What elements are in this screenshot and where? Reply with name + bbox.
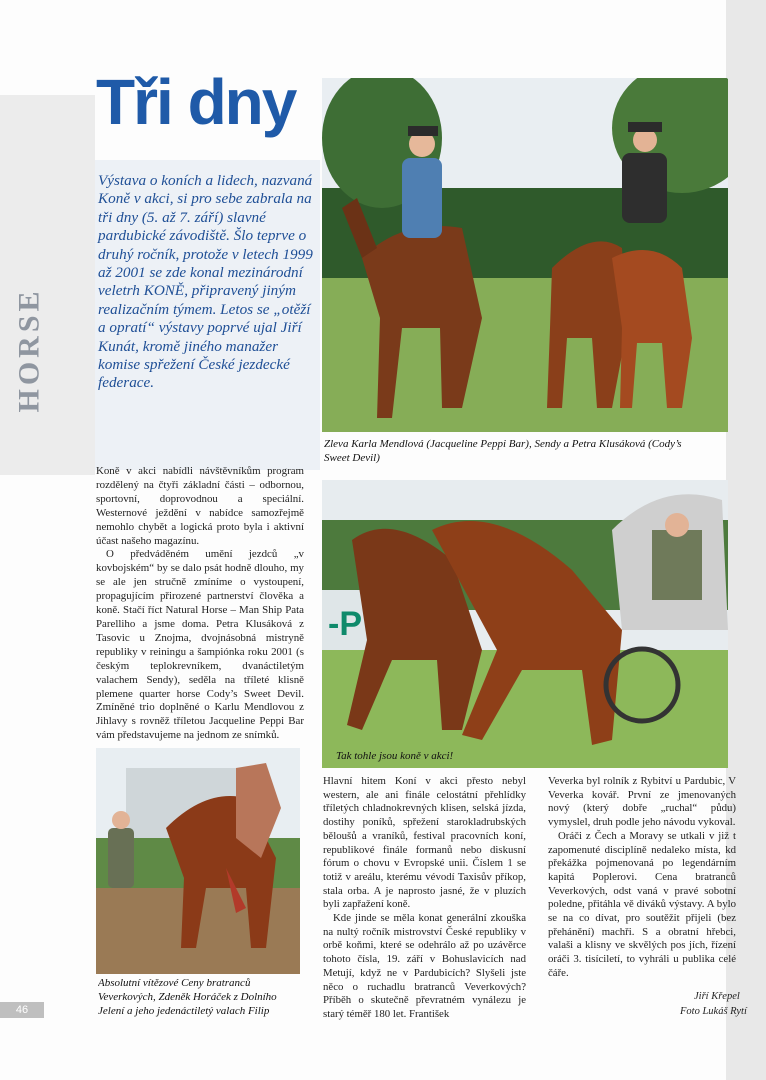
caption-riders-line2: Sweet Devil) [324, 452, 380, 464]
photo-credit: Foto Lukáš Rytí [680, 1006, 747, 1017]
intro-paragraph: O předváděném umění jezdců „v kovbojském“ by se dalo psát hodně dlouho, my se ale jen stručně zmíníme o vystoupení, propagujícím přirozené partnerství člověka a koně. Stačí říct Natural Horse – Man Ship Pata Parelliho a jsme doma. Petra Klusáková z Tasovic u Znojma, dvojnásobná mistryně republiky v reiningu a šampiónka roku 2001 (s českým teplokrevníkem, dvanáctiletým valachem Sendy), seděla na tříleté klisně plemene quarter horse Cody’s Sweet Devil. Zmíněné trio doplněné o Karlu Mendlovou z Jihlavy s rovněž tříletou Jacqueline Peppi Bar vám představujeme na jednom ze snímků. [96, 548, 304, 742]
caption-plough-line1: Absolutní vítězové Ceny bratranců [98, 977, 251, 989]
section-label [8, 270, 52, 430]
body-paragraph: Oráči z Čech a Moravy se utkali v již t zapomenuté disciplíně nedaleko místa, kd překážka pojmenovaná po legendárním kapitá Poplerovi. Cena bratranců Veverkových, odst vaná v pravé sobotní poledne, přitáhla vě diváků výstavy. A bylo se na co dívat, pro soutěžit přijeli (bez přehánění) machři. S a obratní hřebci, valaši a klisny ve skvělých pos jích, řízení oráči 3. tisíciletí, to vyhráli u publika celé čáře. [548, 829, 736, 979]
body-paragraph: Veverka byl rolník z Rybitví u Pardubic, V Veverka kovář. První ze jmenovaných nový (který dobře „ruchal“ půdu) vymyslel, druh podle jeho návodu vykoval. [548, 775, 736, 829]
photo-plough-horse [96, 748, 300, 974]
article-lead: Výstava o koních a lidech, nazvaná Koně v akci, si pro sebe zabrala na tři dny (5. až 7. září) slavné pardubické závodiště. Šlo teprve o druhý ročník, protože v letech 1999 až 2001 se zde konal mezinárodní veletrh KONĚ, připravený jiným realizačním týmem. Letos se „otěží a opratí“ výstavy poprvé ujal Jiří Kunát, kromě jiného manažer komise spřežení České jezdecké federace. [98, 172, 313, 392]
article-column-right [548, 775, 736, 981]
svg-text:-P: -P [328, 605, 362, 643]
photo-horse-team [322, 480, 728, 768]
photo-riders [322, 78, 728, 432]
body-paragraph: Hlavní hitem Koní v akci přesto nebyl western, ale ani finále celostátní přehlídky tříletých chladnokrevných klisen, selská jízda, dostihy poníků, spřežení starokladrubských běloušů a vraníků, festival pracovních koní, republikové finále formanů nebo diskusní fórum o chovu v Evropské unii. Číslem 1 se totiž v areálu, kterému vévodí Taxisův příkop, stala orba. A je naprosto jasné, že v pluzích byli zapřažení koně. [323, 775, 526, 911]
intro-text [96, 465, 304, 743]
article-title: Tři dny [96, 66, 296, 138]
intro-paragraph: Koně v akci nabídli návštěvníkům program rozdělený na čtyři základní části – odbornou, sportovní, doprovodnou a speciální. Westernové ježdění v nabídce samozřejmě nemohlo chybět a logická proto byla i aktivní účast našeho magazínu. [96, 465, 304, 547]
caption-plough-line3: Jelení a jeho jedenáctiletý valach Filip [98, 1005, 270, 1017]
article-column-middle [323, 775, 526, 1022]
author-credit: Jiří Křepel [694, 991, 740, 1002]
caption-riders-line1: Zleva Karla Mendlová (Jacqueline Peppi Bar), Sendy a Petra Klusáková (Cody’s [324, 438, 682, 450]
body-paragraph: Kde jinde se měla konat generální zkouška na nultý ročník mistrovství České republiky v orbě koňmi, které se odehrálo až po uzávěrce tohoto čísla, 19. září v Bohuslavicích nad Metují, když ne v Pardubicích? Slyšeli jste něco o ruchadlu bratranců Veverkových? Příběh o skutečně převratném vynálezu je starý téměř 180 let. František [323, 912, 526, 1020]
page-number: 46 [0, 1002, 44, 1018]
caption-horse-team: Tak tohle jsou koně v akci! [336, 750, 454, 762]
section-label-text: HORSE [13, 287, 46, 413]
caption-plough-line2: Veverkových, Zdeněk Horáček z Dolního [98, 991, 277, 1003]
